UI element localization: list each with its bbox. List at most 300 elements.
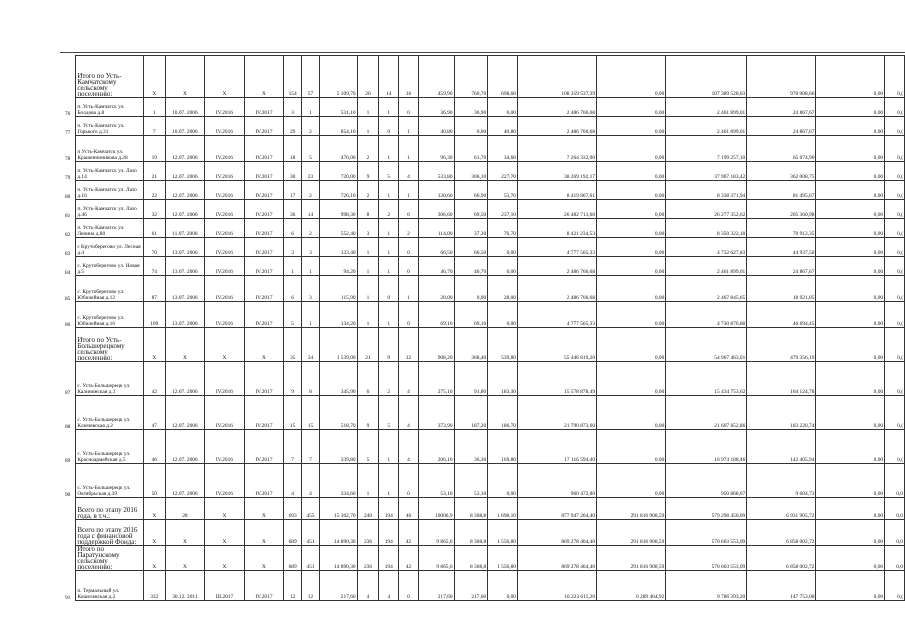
value-cell-c5: 6: [284, 219, 302, 238]
value-cell-c12: 0,00: [454, 117, 488, 136]
value-cell-c9: 1: [379, 98, 399, 117]
value-cell-c14: 7 264 332,00: [518, 136, 597, 162]
value-cell-c12: 69,50: [454, 200, 488, 219]
value-cell-c3: X: [205, 328, 245, 362]
value-cell-c9: 1: [379, 430, 399, 464]
value-cell-c13: 40,80: [488, 117, 518, 136]
value-cell-c13: 698,60: [488, 56, 518, 98]
value-cell-c1: 74: [143, 257, 165, 276]
table-row: [60, 396, 905, 430]
value-cell-c14: 2 486 766,68: [518, 257, 597, 276]
subtotal-row: [60, 520, 905, 546]
value-cell-c6: 23: [302, 162, 320, 181]
value-cell-c13: 0,00: [488, 257, 518, 276]
value-cell-c10: 1: [399, 117, 419, 136]
value-cell-c3: IV.2016: [205, 302, 245, 328]
value-cell-c7: 217,60: [319, 571, 357, 601]
value-cell-c9: 5: [379, 396, 399, 430]
value-cell-c1: 7: [143, 117, 165, 136]
value-cell-c17: 362 008,75: [747, 162, 816, 181]
value-cell-c15: 0,00: [597, 136, 666, 162]
value-cell-c8: 1: [357, 464, 379, 498]
value-cell-c11: 10006,9: [418, 498, 454, 520]
value-cell-c6: 2: [302, 219, 320, 238]
value-cell-c12: 8 308,8: [454, 520, 488, 546]
value-cell-c18: 0,00: [816, 396, 885, 430]
address-cell: Всего по этапу 2016 года с финансовой поддержкой Фонда:: [76, 520, 144, 546]
value-cell-c18: 0,00: [816, 328, 885, 362]
value-cell-c13: 169,80: [488, 430, 518, 464]
value-cell-c5: 3: [284, 238, 302, 257]
value-cell-c13: 1 556,80: [488, 546, 518, 571]
value-cell-c6: 2: [302, 181, 320, 200]
value-cell-c12: 91,80: [454, 362, 488, 396]
value-cell-c15: 0,00: [597, 276, 666, 302]
value-cell-c8: 4: [357, 571, 379, 601]
value-cell-c11: 908,20: [418, 328, 454, 362]
value-cell-c10: 16: [399, 56, 419, 98]
value-cell-c15: 0,00: [597, 238, 666, 257]
value-cell-c8: 236: [357, 520, 379, 546]
value-cell-c2: X: [165, 328, 204, 362]
value-cell-c17: 142 405,94: [747, 430, 816, 464]
resettlement-register-table: [60, 55, 905, 601]
value-cell-c19: 0,(: [885, 219, 905, 238]
value-cell-c10: 42: [399, 520, 419, 546]
address-cell: п. Термальный ул. Кошелевская д.2: [76, 571, 144, 601]
value-cell-c18: 0,00: [816, 181, 885, 200]
value-cell-c1: X: [143, 498, 165, 520]
value-cell-c2: X: [165, 520, 204, 546]
value-cell-c4: IV.2017: [244, 238, 284, 257]
value-cell-c5: 689: [284, 520, 302, 546]
value-cell-c14: 869 278 464,40: [518, 520, 597, 546]
value-cell-c17: 970 008,66: [747, 56, 816, 98]
row-number-cell: 91: [64, 594, 71, 601]
value-cell-c13: 183,30: [488, 362, 518, 396]
value-cell-c14: 55 446 819,20: [518, 328, 597, 362]
value-cell-c19: 0,(: [885, 430, 905, 464]
value-cell-c2: 13.07. 2006: [165, 276, 204, 302]
value-cell-c12: 37,30: [454, 219, 488, 238]
value-cell-c8: 1: [357, 98, 379, 117]
value-cell-c14: 38 269 192,17: [518, 162, 597, 181]
value-cell-c1: 332: [143, 571, 165, 601]
value-cell-c18: 0,00: [816, 520, 885, 546]
row-number-cell: [60, 328, 76, 362]
value-cell-c17: 24 867,67: [747, 98, 816, 117]
value-cell-c18: 0,00: [816, 546, 885, 571]
table-row: [60, 136, 905, 162]
value-cell-c7: 133,40: [319, 238, 357, 257]
value-cell-c9: 1: [379, 464, 399, 498]
address-cell: п. Усть-Камчатск ул. Ленина д.80: [76, 219, 144, 238]
value-cell-c10: 1: [399, 181, 419, 200]
table-row: [60, 464, 905, 498]
value-cell-c17: 24 867,67: [747, 117, 816, 136]
address-cell: с. Крутоберегово ул. Юбилейная д.16: [76, 302, 144, 328]
subtotal-row: [60, 498, 905, 520]
value-cell-c6: 2: [302, 117, 320, 136]
value-cell-c16: 9 786 393,20: [666, 571, 747, 601]
value-cell-c11: 114,00: [418, 219, 454, 238]
value-cell-c4: X: [244, 328, 284, 362]
value-cell-c15: 0,00: [597, 328, 666, 362]
value-cell-c6: 1: [302, 302, 320, 328]
address-cell: п Усть-Камчатск ул. Крашенинникова д.28: [76, 136, 144, 162]
value-cell-c8: 2: [357, 181, 379, 200]
value-cell-c6: 12: [302, 571, 320, 601]
value-cell-c5: 6: [284, 276, 302, 302]
value-cell-c15: 291 816 908,59: [597, 546, 666, 571]
value-cell-c4: IV.2017: [244, 162, 284, 181]
value-cell-c9: 194: [379, 546, 399, 571]
row-number-cell: 83: [64, 250, 71, 257]
value-cell-c4: IV.2017: [244, 98, 284, 117]
value-cell-c16: 7 199 257,10: [666, 136, 747, 162]
address-cell: с. Усть-Большерецк ул. Ключевская д.2: [76, 396, 144, 430]
value-cell-c18: 0,00: [816, 571, 885, 601]
value-cell-c4: IV.2017: [244, 200, 284, 219]
value-cell-c14: 4 777 565,33: [518, 302, 597, 328]
table-row: [60, 257, 905, 276]
value-cell-c12: 306,10: [454, 162, 488, 181]
value-cell-c2: 10.07. 2006: [165, 117, 204, 136]
value-cell-c10: 12: [399, 328, 419, 362]
value-cell-c4: IV.2017: [244, 219, 284, 238]
value-cell-c16: 54 967 463,01: [666, 328, 747, 362]
value-cell-c4: IV.2017: [244, 396, 284, 430]
table-row: [60, 276, 905, 302]
address-cell: п. Усть-Камчатск ул. Лазо д.46: [76, 200, 144, 219]
value-cell-c19: 0,(: [885, 162, 905, 181]
address-cell: п. Усть-Камчатск ул. Лазо д.16: [76, 181, 144, 200]
value-cell-c2: 13.07. 2006: [165, 257, 204, 276]
value-cell-c14: 108 359 537,39: [518, 56, 597, 98]
value-cell-c17: 183 220,74: [747, 396, 816, 430]
value-cell-c10: 0: [399, 302, 419, 328]
table-row: [60, 200, 905, 219]
value-cell-c9: 14: [379, 56, 399, 98]
value-cell-c19: 0,(: [885, 302, 905, 328]
value-cell-c9: 194: [379, 520, 399, 546]
value-cell-c14: 960 472,80: [518, 464, 597, 498]
value-cell-c4: IV.2017: [244, 571, 284, 601]
table-row: [60, 219, 905, 238]
value-cell-c1: X: [143, 328, 165, 362]
value-cell-c13: 539,80: [488, 328, 518, 362]
value-cell-c7: 552,40: [319, 219, 357, 238]
value-cell-c5: 35: [284, 328, 302, 362]
value-cell-c3: IV.2016: [205, 200, 245, 219]
value-cell-c4: IV.2017: [244, 257, 284, 276]
value-cell-c5: 17: [284, 181, 302, 200]
value-cell-c17: 65 074,90: [747, 136, 816, 162]
value-cell-c9: 0: [379, 276, 399, 302]
value-cell-c6: 34: [302, 328, 320, 362]
value-cell-c14: 2 486 766,68: [518, 117, 597, 136]
value-cell-c19: 0,(: [885, 328, 905, 362]
table-row: [60, 181, 905, 200]
value-cell-c2: 10.07. 2006: [165, 98, 204, 117]
value-cell-c13: 0,00: [488, 238, 518, 257]
value-cell-c19: 0,(: [885, 136, 905, 162]
value-cell-c18: 0,00: [816, 238, 885, 257]
value-cell-c12: 217,60: [454, 571, 488, 601]
value-cell-c13: 0,00: [488, 98, 518, 117]
value-cell-c10: 42: [399, 546, 419, 571]
value-cell-c7: 726,10: [319, 181, 357, 200]
value-cell-c3: IV.2016: [205, 117, 245, 136]
value-cell-c12: 760,70: [454, 56, 488, 98]
value-cell-c3: IV.2016: [205, 464, 245, 498]
value-cell-c17: 147 753,08: [747, 571, 816, 601]
value-cell-c19: 0,0: [885, 498, 905, 520]
value-cell-c2: 30.12. 2011: [165, 571, 204, 601]
value-cell-c11: 69,10: [418, 302, 454, 328]
value-cell-c9: 1: [379, 136, 399, 162]
address-cell: с. Усть-Большерецк ул. Калининская д.1: [76, 362, 144, 396]
value-cell-c7: 476,06: [319, 136, 357, 162]
address-cell: Итого по Усть-Камчатскому сельскому поселению:: [76, 56, 144, 98]
value-cell-c13: 186,70: [488, 396, 518, 430]
value-cell-c14: 2 486 766,68: [518, 276, 597, 302]
value-cell-c10: 1: [399, 136, 419, 162]
value-cell-c5: 154: [284, 56, 302, 98]
value-cell-c7: 531,10: [319, 98, 357, 117]
value-cell-c14: 4 777 565,33: [518, 238, 597, 257]
value-cell-c16: 4 732 627,83: [666, 238, 747, 257]
value-cell-c5: 693: [284, 498, 302, 520]
value-cell-c3: IV.2016: [205, 430, 245, 464]
value-cell-c6: 14: [302, 200, 320, 219]
value-cell-c14: 26 482 713,60: [518, 200, 597, 219]
value-cell-c5: 30: [284, 162, 302, 181]
value-cell-c14: 15 578 878,49: [518, 362, 597, 396]
value-cell-c4: IV.2017: [244, 302, 284, 328]
value-cell-c16: 570 603 553,09: [666, 546, 747, 571]
value-cell-c18: 0,00: [816, 117, 885, 136]
value-cell-c1: 47: [143, 396, 165, 430]
value-cell-c6: 7: [302, 430, 320, 464]
value-cell-c14: 2 486 766,68: [518, 98, 597, 117]
value-cell-c12: 46,70: [454, 257, 488, 276]
value-cell-c9: 194: [379, 498, 399, 520]
value-cell-c6: 455: [302, 498, 320, 520]
value-cell-c5: 7: [284, 430, 302, 464]
address-cell: с. Усть-Большерецк ул. Октябрьская д.39: [76, 464, 144, 498]
value-cell-c19: 0,(: [885, 98, 905, 117]
row-number-cell: [60, 520, 76, 546]
value-cell-c15: 0,00: [597, 162, 666, 181]
value-cell-c1: 46: [143, 430, 165, 464]
address-cell: п. Усть-Камчатск ул. Болдова д.8: [76, 98, 144, 117]
value-cell-c15: 0,00: [597, 200, 666, 219]
value-cell-c16: 950 868,07: [666, 464, 747, 498]
value-cell-c8: 1: [357, 238, 379, 257]
value-cell-c12: 66,50: [454, 238, 488, 257]
value-cell-c10: 46: [399, 498, 419, 520]
value-cell-c12: 36,30: [454, 430, 488, 464]
value-cell-c4: IV.2017: [244, 136, 284, 162]
value-cell-c4: X: [244, 56, 284, 98]
value-cell-c2: 28: [165, 498, 204, 520]
value-cell-c7: 14 890,30: [319, 546, 357, 571]
value-cell-c10: 0: [399, 464, 419, 498]
value-cell-c5: 5: [284, 302, 302, 328]
value-cell-c15: 0,00: [597, 257, 666, 276]
value-cell-c10: 0: [399, 571, 419, 601]
value-cell-c7: 1 539,00: [319, 328, 357, 362]
value-cell-c3: IV.2016: [205, 362, 245, 396]
value-cell-c11: 28,00: [418, 276, 454, 302]
value-cell-c15: 0,00: [597, 98, 666, 117]
row-number-cell: 90: [64, 491, 71, 498]
value-cell-c13: 1 556,80: [488, 520, 518, 546]
value-cell-c9: 1: [379, 181, 399, 200]
value-cell-c6: 451: [302, 520, 320, 546]
value-cell-c13: 28,00: [488, 276, 518, 302]
subtotal-row: [60, 328, 905, 362]
value-cell-c8: 6: [357, 362, 379, 396]
address-cell: с. Крутоберегово ул. Юбилейная д.12: [76, 276, 144, 302]
top-edge-line: [60, 52, 905, 53]
value-cell-c10: 6: [399, 200, 419, 219]
value-cell-c9: 1: [379, 302, 399, 328]
value-cell-c11: 373,90: [418, 396, 454, 430]
value-cell-c15: 291 816 908,59: [597, 520, 666, 546]
value-cell-c6: 57: [302, 56, 320, 98]
value-cell-c3: IV.2016: [205, 276, 245, 302]
value-cell-c18: 0,00: [816, 430, 885, 464]
value-cell-c8: 21: [357, 328, 379, 362]
row-number-cell: 80: [64, 193, 71, 200]
value-cell-c8: 1: [357, 117, 379, 136]
value-cell-c17: 18 921,05: [747, 276, 816, 302]
row-number-cell: 86: [64, 321, 71, 328]
value-cell-c15: 0,00: [597, 302, 666, 328]
value-cell-c15: 0,00: [597, 117, 666, 136]
value-cell-c16: 570 603 553,09: [666, 520, 747, 546]
value-cell-c6: 3: [302, 276, 320, 302]
value-cell-c5: 3: [284, 98, 302, 117]
value-cell-c16: 15 434 753,62: [666, 362, 747, 396]
value-cell-c10: 4: [399, 396, 419, 430]
value-cell-c12: 36,90: [454, 98, 488, 117]
value-cell-c4: IV.2017: [244, 276, 284, 302]
value-cell-c15: 0,00: [597, 56, 666, 98]
value-cell-c8: 2: [357, 136, 379, 162]
value-cell-c13: 237,10: [488, 200, 518, 219]
value-cell-c18: 0,00: [816, 98, 885, 117]
value-cell-c18: 0,00: [816, 200, 885, 219]
value-cell-c19: 0,(: [885, 257, 905, 276]
value-cell-c17: 70 912,35: [747, 219, 816, 238]
value-cell-c7: 94,20: [319, 257, 357, 276]
value-cell-c9: 9: [379, 328, 399, 362]
value-cell-c16: 2 461 899,01: [666, 257, 747, 276]
value-cell-c17: 6 858 002,72: [747, 520, 816, 546]
value-cell-c15: 0,00: [597, 430, 666, 464]
value-cell-c1: X: [143, 56, 165, 98]
value-cell-c8: 3: [357, 219, 379, 238]
value-cell-c8: 1: [357, 276, 379, 302]
value-cell-c17: 9 604,73: [747, 464, 816, 498]
value-cell-c5: 689: [284, 546, 302, 571]
value-cell-c18: 0,00: [816, 219, 885, 238]
row-number-cell: 76: [64, 110, 71, 117]
value-cell-c7: 5 109,70: [319, 56, 357, 98]
value-cell-c3: X: [205, 546, 245, 571]
value-cell-c3: III.2017: [205, 571, 245, 601]
value-cell-c15: 6 289 464,92: [597, 571, 666, 601]
value-cell-c17: 81 495,67: [747, 181, 816, 200]
row-number-cell: [60, 546, 76, 571]
value-cell-c16: 2 461 899,01: [666, 117, 747, 136]
value-cell-c9: 1: [379, 257, 399, 276]
value-cell-c11: 53,10: [418, 464, 454, 498]
address-cell: п. Усть-Камчатск ул. Лазо д.14: [76, 162, 144, 181]
value-cell-c14: 8 421 234,53: [518, 219, 597, 238]
value-cell-c5: 29: [284, 117, 302, 136]
value-cell-c17: 205 360,98: [747, 200, 816, 219]
value-cell-c19: 0,0: [885, 464, 905, 498]
value-cell-c7: 339,80: [319, 430, 357, 464]
value-cell-c7: 518,70: [319, 396, 357, 430]
subtotal-row: [60, 56, 905, 98]
value-cell-c7: 134,20: [319, 302, 357, 328]
value-cell-c2: 13.07. 2006: [165, 302, 204, 328]
value-cell-c1: X: [143, 520, 165, 546]
value-cell-c12: 53,10: [454, 464, 488, 498]
value-cell-c17: 46 694,45: [747, 302, 816, 328]
value-cell-c16: 26 277 352,62: [666, 200, 747, 219]
value-cell-c19: 0,(: [885, 362, 905, 396]
row-number-cell: 77: [64, 129, 71, 136]
row-number-cell: 88: [64, 423, 71, 430]
value-cell-c13: 53,70: [488, 181, 518, 200]
value-cell-c1: 61: [143, 219, 165, 238]
value-cell-c8: 1: [357, 257, 379, 276]
value-cell-c8: 1: [357, 302, 379, 328]
value-cell-c7: 854,10: [319, 117, 357, 136]
table-row: [60, 162, 905, 181]
value-cell-c18: 0,00: [816, 162, 885, 181]
value-cell-c17: 24 867,67: [747, 257, 816, 276]
row-number-cell: 84: [64, 269, 71, 276]
row-number-cell: [60, 56, 76, 98]
value-cell-c3: IV.2016: [205, 257, 245, 276]
value-cell-c11: 46,70: [418, 257, 454, 276]
table-row: [60, 362, 905, 396]
row-number-cell: 78: [64, 155, 71, 162]
value-cell-c9: 0: [379, 117, 399, 136]
value-cell-c5: 36: [284, 200, 302, 219]
value-cell-c2: 12.07. 2006: [165, 464, 204, 498]
value-cell-c1: 22: [143, 181, 165, 200]
value-cell-c6: 1: [302, 98, 320, 117]
value-cell-c6: 5: [302, 136, 320, 162]
address-cell: Всего по этапу 2016 года, в т.ч.:: [76, 498, 144, 520]
value-cell-c11: 120,60: [418, 181, 454, 200]
row-number-cell: 89: [64, 457, 71, 464]
value-cell-c19: 0,0: [885, 520, 905, 546]
value-cell-c1: 1: [143, 98, 165, 117]
value-cell-c16: 107 389 528,63: [666, 56, 747, 98]
value-cell-c4: X: [244, 498, 284, 520]
value-cell-c16: 2 461 899,01: [666, 98, 747, 117]
value-cell-c19: 0,(: [885, 200, 905, 219]
